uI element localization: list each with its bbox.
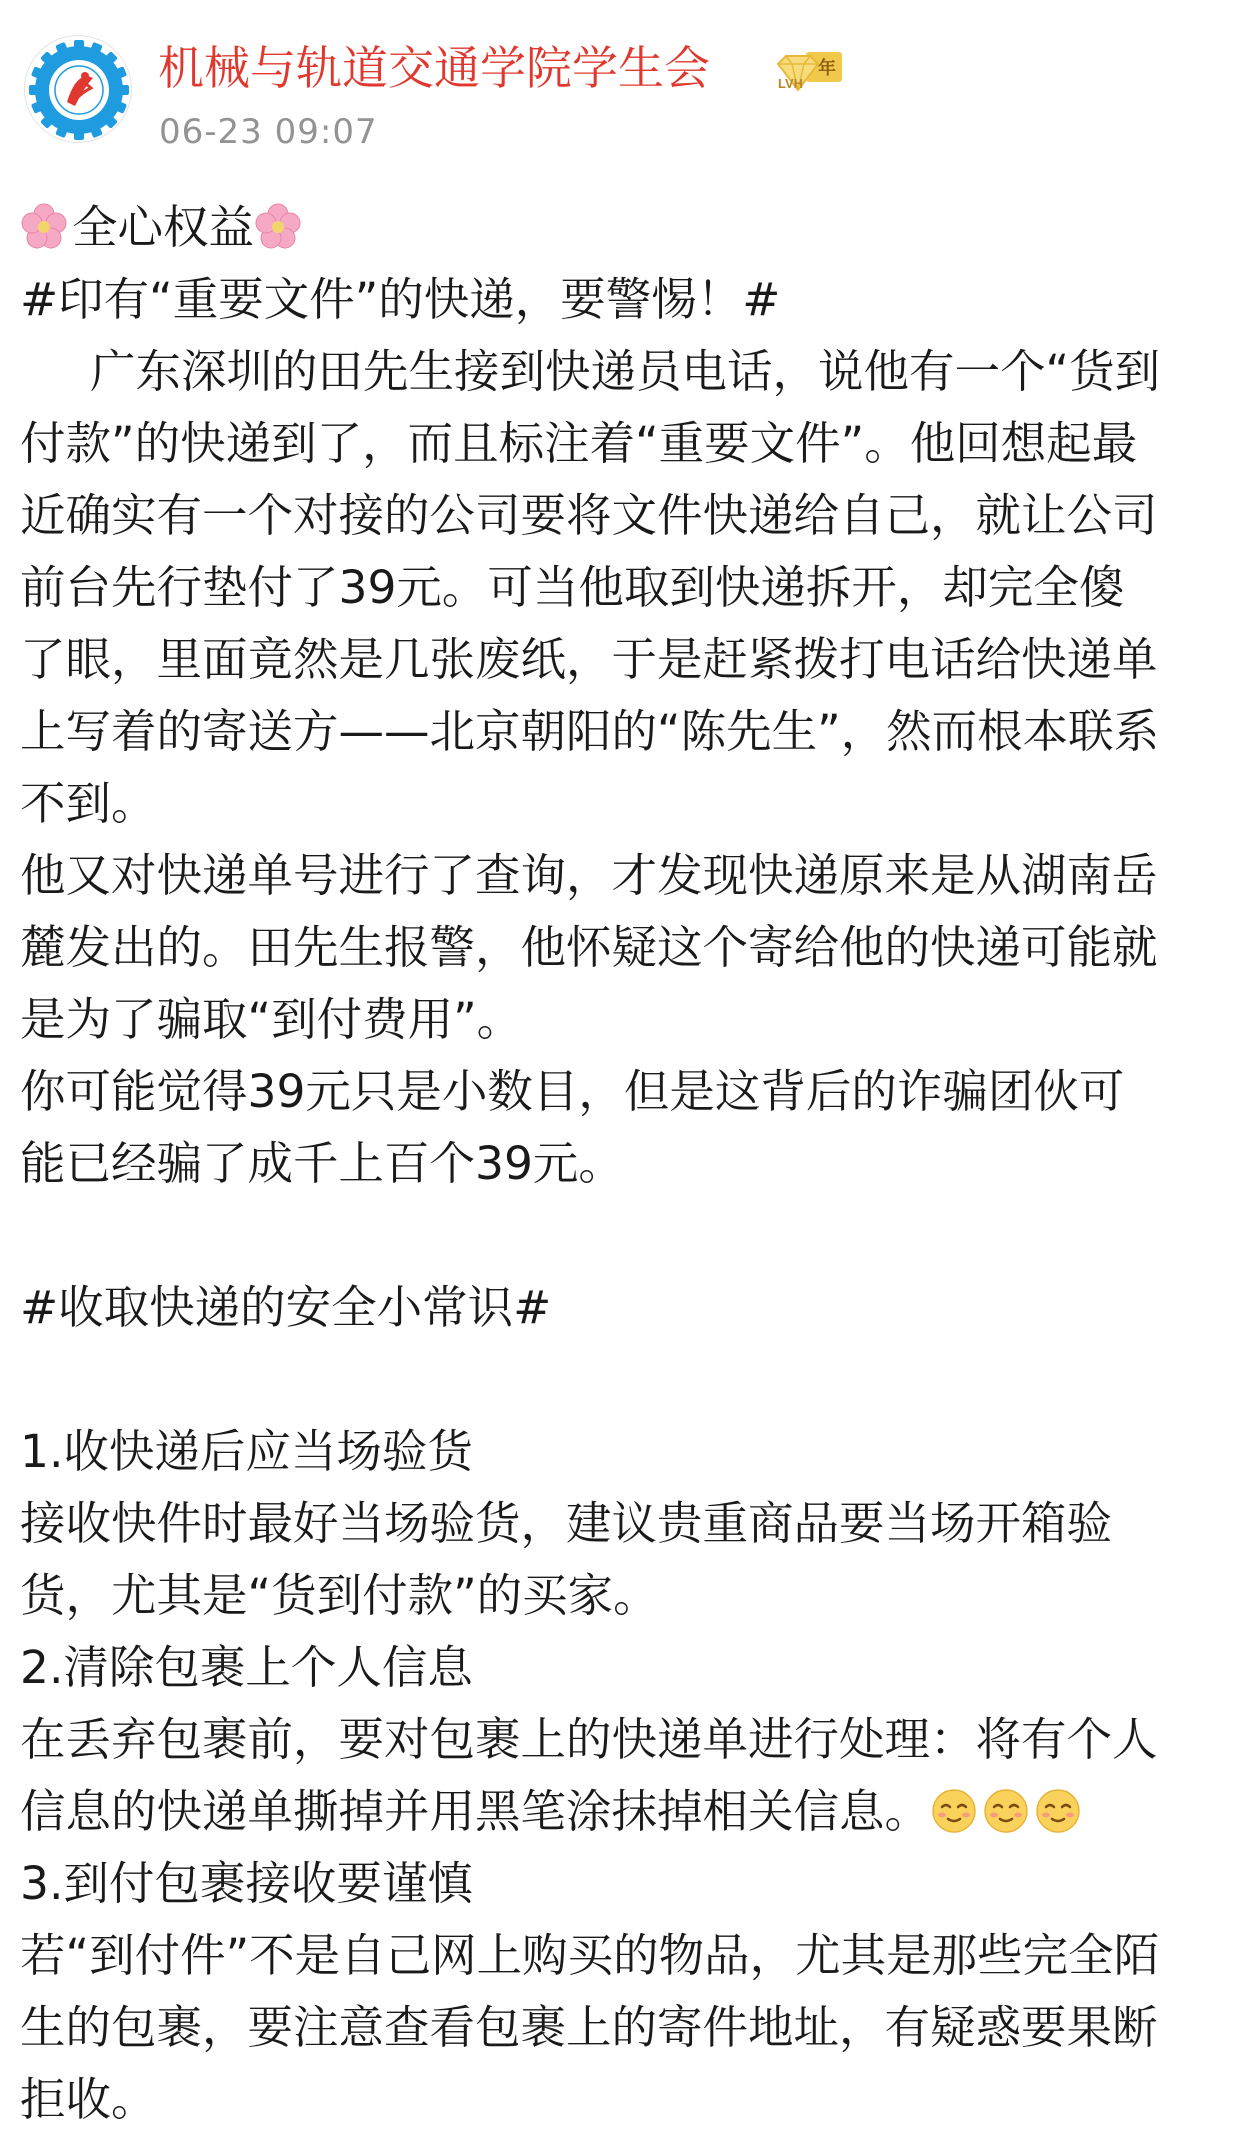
hashtag-topic[interactable]: #收取快递的安全小常识# bbox=[20, 1281, 552, 1334]
post-title-line bbox=[20, 192, 1228, 264]
tip-title: 1.收快递后应当场验货 bbox=[20, 1425, 473, 1478]
cherry-blossom-icon bbox=[254, 203, 302, 251]
paragraph-line: 广东深圳的田先生接到快递员电话，说他有一个“货到 bbox=[90, 345, 1161, 398]
post-header bbox=[20, 30, 1220, 150]
paragraph-line: 前台先行垫付了39元。可当他取到快递拆开，却完全傻 bbox=[20, 561, 1125, 614]
author-name[interactable]: 机械与轨道交通学院学生会 bbox=[158, 41, 710, 95]
smiling-face-emoji-icon bbox=[982, 1787, 1030, 1835]
tip-line-text: 信息的快递单撕掉并用黑笔涂抹掉相关信息。 bbox=[20, 1785, 931, 1838]
hashtag-topic[interactable]: #印有“重要文件”的快递，要警惕！# bbox=[20, 273, 781, 326]
smiling-face-emoji-icon bbox=[1034, 1787, 1082, 1835]
tip-line: 在丢弃包裹前，要对包裹上的快递单进行处理：将有个人 bbox=[20, 1713, 1158, 1766]
diamond-badge-icon bbox=[772, 48, 868, 96]
tip-line: 拒收。 bbox=[20, 2073, 157, 2126]
blank-line bbox=[20, 1200, 1228, 1272]
paragraph-line: 不到。 bbox=[20, 777, 157, 830]
gear-logo-icon bbox=[25, 36, 133, 144]
avatar[interactable] bbox=[24, 35, 132, 143]
paragraph-line: 付款”的快递到了，而且标注着“重要文件”。他回想起最 bbox=[20, 417, 1138, 470]
paragraph-line: 近确实有一个对接的公司要将文件快递给自己，就让公司 bbox=[20, 489, 1158, 542]
tip-title: 2.清除包裹上个人信息 bbox=[20, 1641, 473, 1694]
paragraph-line: 他又对快递单号进行了查询，才发现快递原来是从湖南岳 bbox=[20, 849, 1158, 902]
smiling-face-emoji-icon bbox=[930, 1787, 978, 1835]
paragraph-line: 你可能觉得39元只是小数目，但是这背后的诈骗团伙可 bbox=[20, 1065, 1125, 1118]
paragraph-line: 能已经骗了成千上百个39元。 bbox=[20, 1137, 624, 1190]
cherry-blossom-icon bbox=[20, 203, 68, 251]
post-title: 全心权益 bbox=[72, 201, 255, 254]
tip-title: 3.到付包裹接收要谨慎 bbox=[20, 1857, 473, 1910]
post-timestamp: 06-23 09:07 bbox=[159, 112, 378, 152]
tip-line: 生的包裹，要注意查看包裹上的寄件地址，有疑惑要果断 bbox=[20, 2001, 1158, 2054]
tip-line: 若“到付件”不是自己网上购买的物品，尤其是那些完全陌 bbox=[20, 1929, 1160, 1982]
post-body bbox=[20, 192, 1228, 2136]
badge-level: LVH bbox=[778, 76, 804, 91]
paragraph-line: 是为了骗取“到付费用”。 bbox=[20, 993, 523, 1046]
blank-line bbox=[20, 1344, 1228, 1416]
paragraph-line: 上写着的寄送方——北京朝阳的“陈先生”，然而根本联系 bbox=[20, 705, 1160, 758]
tip-line: 货，尤其是“货到付款”的买家。 bbox=[20, 1569, 659, 1622]
badge-year-label: 年 bbox=[818, 58, 836, 79]
paragraph-line: 麓发出的。田先生报警，他怀疑这个寄给他的快递可能就 bbox=[20, 921, 1158, 974]
paragraph-line: 了眼，里面竟然是几张废纸，于是赶紧拨打电话给快递单 bbox=[20, 633, 1158, 686]
tip-line: 接收快件时最好当场验货，建议贵重商品要当场开箱验 bbox=[20, 1497, 1113, 1550]
tip-line-with-emoji bbox=[20, 1776, 1228, 1848]
vip-badge[interactable] bbox=[772, 48, 868, 96]
